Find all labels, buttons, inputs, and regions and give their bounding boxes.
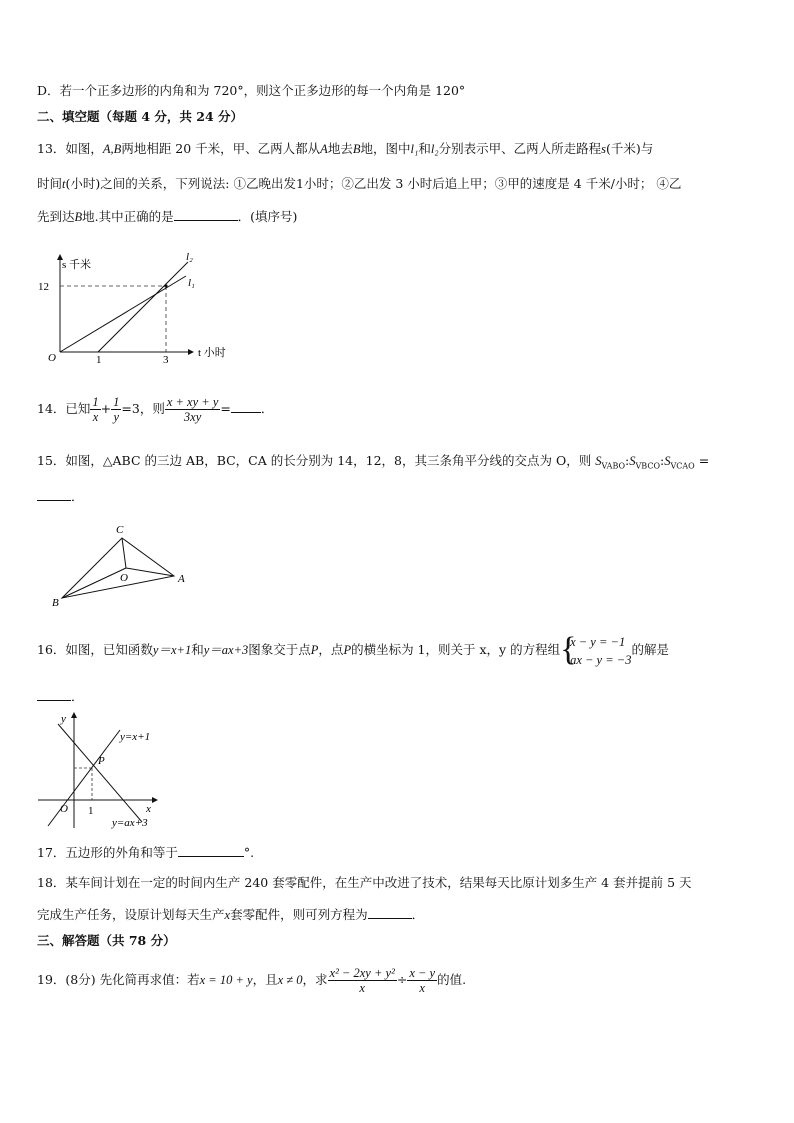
y-tick-12: 12 xyxy=(38,281,49,293)
intersection-point xyxy=(164,284,167,287)
section-heading-solve: 三、解答题（共 78 分） xyxy=(37,933,176,948)
option-d: D．若一个正多边形的内角和为 720°，则这个正多边形的每一个内角是 120° xyxy=(37,83,466,98)
x-axis-label: x xyxy=(146,803,151,815)
origin-label: O xyxy=(60,803,68,815)
answer-blank xyxy=(174,208,238,221)
label-l1: l₁ xyxy=(188,277,195,289)
q19: 19．(8分) 先化简再求值：若x = 10 + y，且x ≠ 0，求 $\frac{\text{x² − 2xy + y²}}{x}$ ÷ $\frac{x - y}{x}$ 的值. xyxy=(37,966,467,995)
origin-label: O xyxy=(48,352,56,364)
vertex-a: A xyxy=(178,573,185,585)
answer-blank xyxy=(368,906,412,919)
answer-blank xyxy=(178,844,244,857)
vertex-b: B xyxy=(52,597,59,609)
q16-line2: ． xyxy=(37,688,84,706)
line-y-x-plus-1 xyxy=(48,730,120,826)
equation-system: { x − y = −1 ax − y = −3 xyxy=(560,630,632,668)
q15-line2: ． xyxy=(37,488,84,506)
q18-line2: 完成生产任务，设原计划每天生产x套零配件，则可列方程为 ． xyxy=(37,907,425,922)
x-tick-1: 1 xyxy=(96,354,102,366)
vertex-c: C xyxy=(116,524,124,536)
q15-triangle-figure xyxy=(44,520,204,612)
y-axis-label: s 千米 xyxy=(62,259,92,271)
point-p: P xyxy=(98,755,105,767)
x-axis-label: t 小时 xyxy=(198,347,226,359)
q16-line1: 16．如图，已知函数y＝x+1和y＝ax+3图象交于点P，点P的横坐标为 1，则关于 x，y 的方程组 { x − y = −1 ax − y = −3 的解是 xyxy=(37,630,669,668)
point-o: O xyxy=(120,572,128,584)
line-l1 xyxy=(60,276,186,352)
y-axis-label: y xyxy=(61,713,66,725)
q16-linear-functions-graph xyxy=(34,708,174,832)
x-axis-arrow xyxy=(188,349,194,355)
label-y-ax-plus-3: y=ax+3 xyxy=(112,817,148,829)
q17: 17．五边形的外角和等于 °. xyxy=(37,845,255,860)
q15-line1: 15．如图，△ABC 的三边 AB，BC，CA 的长分别为 14，12，8，其三条角平分线的交点为 O，则 $S_{VABO}:S_{VBCO}:S_{VCAO}$ = xyxy=(37,453,710,471)
q14: 14．已知 $\frac{1}{x}$ + $\frac{1}{y}$ =3，则 $\frac{x + xy + y}{3xy}$ = ． xyxy=(37,395,274,424)
answer-blank xyxy=(231,400,261,413)
line-l2 xyxy=(98,262,188,352)
answer-blank xyxy=(37,688,71,701)
x-tick-3: 3 xyxy=(163,354,169,366)
section-heading-fill-in: 二、填空题（每题 4 分，共 24 分） xyxy=(37,109,244,124)
answer-blank xyxy=(37,488,71,501)
x-tick-1: 1 xyxy=(88,805,94,817)
x-axis-arrow xyxy=(152,797,158,803)
bisector-b xyxy=(62,568,126,598)
bisector-a xyxy=(126,568,174,576)
q18-line1: 18．某车间计划在一定的时间内生产 240 套零配件，在生产中改进了技术，结果每天比原计划多生产 4 套并提前 5 天 xyxy=(37,875,692,890)
label-l2: l₂ xyxy=(186,251,193,263)
bisector-c xyxy=(122,538,126,568)
q13-line1: 13．如图，A,B两地相距 20 千米，甲、乙两人都从A地去B地，图中l₁和l₂分别表示甲、乙两人所走路程s(千米)与 xyxy=(37,141,654,156)
triangle-abc xyxy=(62,538,174,598)
y-axis-arrow xyxy=(71,712,77,718)
q13-line3: 先到达B地.其中正确的是 ．(填序号) xyxy=(37,209,298,224)
q13-distance-time-graph xyxy=(30,246,240,366)
label-y-x-plus-1: y=x+1 xyxy=(120,731,151,743)
q13-line2: 时间t(小时)之间的关系，下列说法: ①乙晚出发1小时；②乙出发 3 小时后追上甲；③甲的速度是 4 千米/小时； ④乙 xyxy=(37,176,682,191)
